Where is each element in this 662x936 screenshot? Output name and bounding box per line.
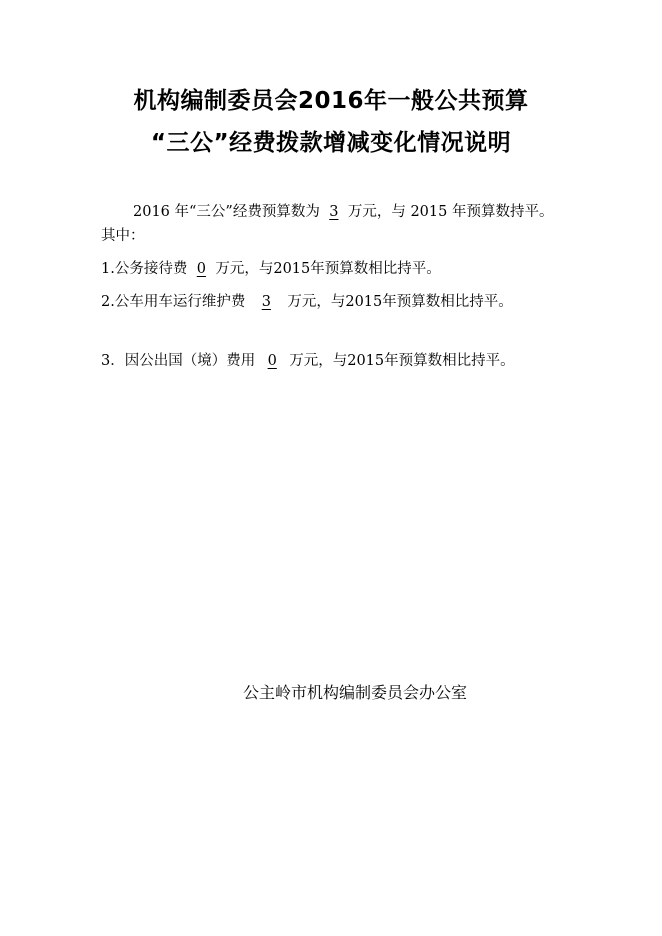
item-1-prefix: 1.公务接待费 bbox=[101, 261, 188, 277]
issuing-office-signature: 公主岭市机构编制委员会办公室 bbox=[243, 683, 468, 702]
item-3-suffix: 万元，与2015年预算数相比持平。 bbox=[289, 353, 515, 369]
item-3-prefix: 3．因公出国（境）费用 bbox=[101, 353, 256, 369]
item-3-value: 0 bbox=[267, 353, 277, 369]
item-2-prefix: 2.公车用车运行维护费 bbox=[101, 294, 246, 310]
intro-text-before: 2016 年“三公”经费预算数为 bbox=[133, 204, 320, 220]
document-title-line-2: “三公”经费拨款增减变化情况说明 bbox=[150, 130, 512, 156]
item-2-value: 3 bbox=[261, 294, 271, 310]
document-title-line-1: 机构编制委员会2016年一般公共预算 bbox=[133, 88, 529, 114]
item-1-value: 0 bbox=[196, 261, 206, 277]
item-reception-expense bbox=[101, 257, 561, 281]
total-budget-value: 3 bbox=[329, 204, 339, 220]
item-overseas-travel-expense bbox=[101, 349, 561, 373]
item-1-suffix: 万元，与2015年预算数相比持平。 bbox=[215, 261, 441, 277]
item-2-suffix: 万元，与2015年预算数相比持平。 bbox=[287, 294, 513, 310]
intro-paragraph bbox=[101, 200, 561, 248]
item-vehicle-expense bbox=[101, 290, 561, 314]
intro-text-after: 万元，与 2015 年预算数持平。其中： bbox=[101, 204, 554, 244]
